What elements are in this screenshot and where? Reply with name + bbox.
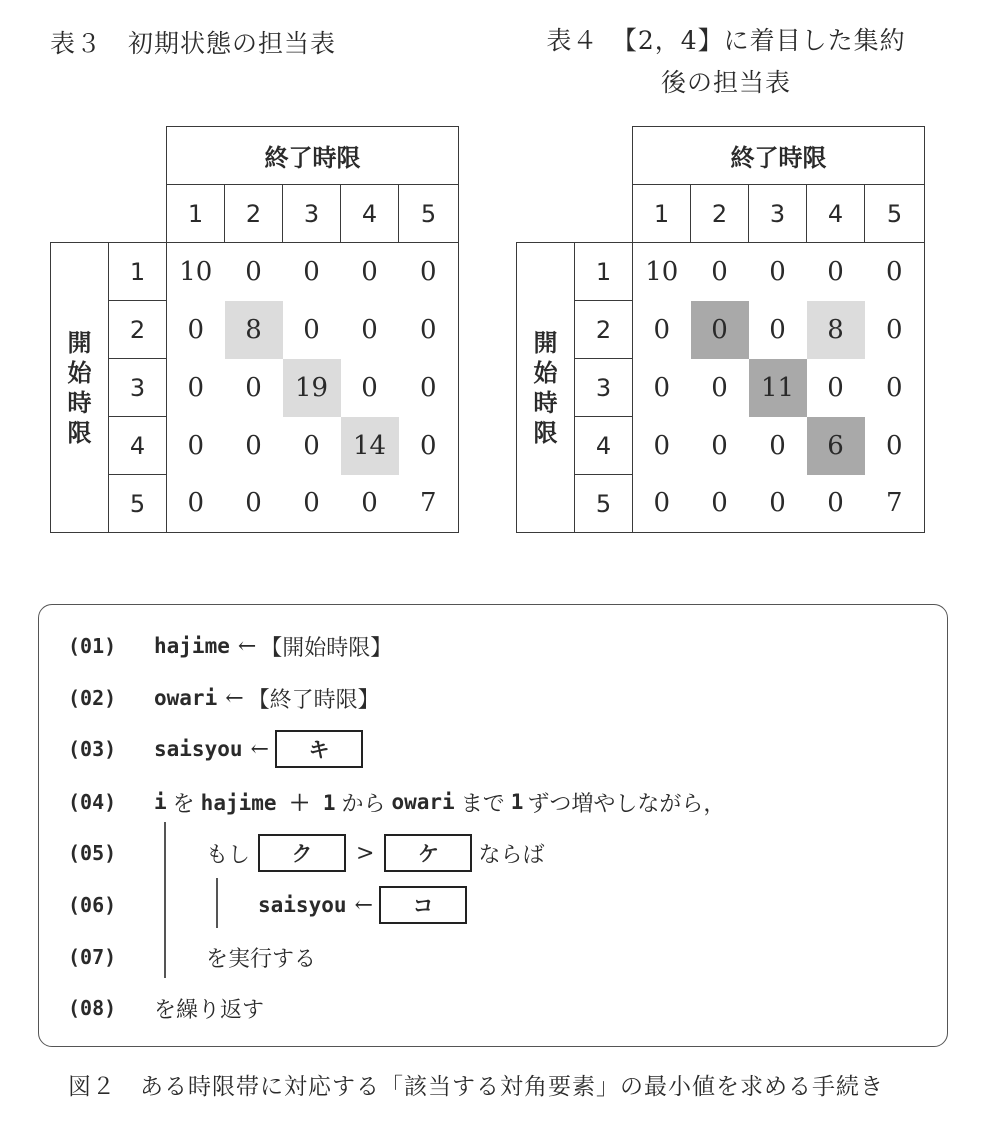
table4-cell-highlight-dark: 0 [691,301,749,359]
table4-row-num: 2 [575,301,633,359]
table3-cell: 0 [225,475,283,533]
blank-ki: キ [275,730,363,768]
table3-cell: 0 [167,475,225,533]
table4-col-num: 5 [865,185,925,243]
table4-col-num: 4 [807,185,865,243]
table3-col-num: 5 [399,185,459,243]
table4-cell: 0 [653,372,671,403]
table4-col-num: 3 [749,185,807,243]
table3-cell: 0 [399,243,459,301]
table3-cell: 0 [187,372,205,403]
table4-row-num: 4 [575,417,633,475]
table3-grid [50,126,459,533]
procedure-box [38,604,948,1047]
table3-cell: 0 [303,314,320,345]
table4-row-num: 5 [575,475,633,533]
table3-cell: 0 [187,314,205,345]
table3-cell: 0 [361,372,378,403]
var-owari: owari [154,686,218,710]
table3-cell: 0 [399,301,459,359]
line-number: (06) [68,893,117,917]
table3-cell: 0 [245,372,262,403]
expr-hajime-plus-1: hajime ＋ 1 [200,791,336,815]
table4-cell: 0 [769,314,786,345]
table4-cell: 0 [653,430,671,461]
end-period-label: 【終了時限】 [247,687,380,713]
table4-cell: 0 [865,301,925,359]
line-number: (08) [68,996,117,1020]
table3-cell: 0 [361,256,378,287]
table4-row-num: 1 [575,243,633,301]
blank-ko: コ [379,886,467,924]
table3-cell: 0 [399,359,459,417]
table3-row-num: 3 [109,359,167,417]
table3-row-num: 5 [109,475,167,533]
table4-cell: 0 [865,359,925,417]
var-saisyou: saisyou [258,893,347,917]
greater-than: > [356,840,375,866]
table4-cell: 0 [633,475,691,533]
table4-cell: 0 [711,372,728,403]
loop-bar [164,822,166,978]
table3-cell: 7 [399,475,459,533]
table3-row-header: 開 始 時 限 [51,243,109,533]
table3-cell: 0 [187,430,205,461]
assign-arrow: ← [237,633,257,659]
table4-row-num: 3 [575,359,633,417]
table3-cell-highlight: 14 [341,417,399,475]
table3-cell: 0 [341,475,399,533]
start-period-label: 【開始時限】 [260,635,393,661]
text-wo: を [172,791,195,817]
table3-row-num: 2 [109,301,167,359]
table4-cell: 0 [827,256,844,287]
table4-row-header: 開 始 時 限 [517,243,575,533]
assign-arrow: ← [354,892,373,918]
table3-cell: 0 [399,417,459,475]
blank-ku: ク [258,834,346,872]
table4-cell-highlight-dark: 6 [807,417,865,475]
line-number: (07) [68,945,117,969]
table4-col-num: 1 [633,185,691,243]
table3-col-num: 2 [225,185,283,243]
table3-cell-highlight: 19 [283,359,341,417]
assign-arrow: ← [250,736,269,762]
table3-col-num: 3 [283,185,341,243]
table4-cell: 7 [865,475,925,533]
assign-arrow: ← [225,685,244,711]
table4-cell-highlight: 8 [807,301,865,359]
table4-cell: 0 [711,256,728,287]
table3-cell: 0 [361,314,378,345]
table3-col-num: 4 [341,185,399,243]
var-hajime: hajime [154,634,230,658]
table3-col-num: 1 [167,185,225,243]
var-i: i [154,790,167,814]
table4-cell: 0 [807,475,865,533]
table4-cell: 0 [769,430,786,461]
if-bar [216,878,218,928]
table3-cell: 10 [179,256,213,287]
table3-cell-highlight: 8 [225,301,283,359]
table3-cell: 0 [245,256,262,287]
table4-cell: 0 [865,417,925,475]
text-moshi: もし [206,842,251,868]
table3-row-num: 4 [109,417,167,475]
table4-caption [516,20,936,104]
line-number: (03) [68,737,117,761]
blank-ke: ケ [384,834,472,872]
text-kara: から [341,791,386,817]
table4-cell: 0 [865,243,925,301]
text-made: まで [460,791,505,817]
text-repeat: を繰り返す [154,997,265,1023]
line-number: (01) [68,634,117,658]
table4-col-header: 終了時限 [633,127,925,185]
table4-cell: 0 [749,475,807,533]
table4-cell: 0 [653,314,671,345]
figure-caption: 図２ ある時限帯に対応する「該当する対角要素」の最小値を求める手続き [68,1074,884,1100]
text-naraba: ならば [478,842,545,868]
table4-col-num: 2 [691,185,749,243]
text-execute: を実行する [206,946,317,972]
line-number: (04) [68,790,117,814]
table4-cell: 10 [645,256,679,287]
table4-caption-line1: 表４ 【2，4】に着目した集約 [546,26,906,55]
text-increment: ずつ増やしながら， [527,791,726,817]
table3-caption: 表３ 初期状態の担当表 [50,29,337,58]
table4-cell-highlight-dark: 11 [749,359,807,417]
table4-cell: 0 [691,475,749,533]
line-number: (02) [68,686,117,710]
table3-cell: 0 [245,430,262,461]
table3-cell: 0 [303,430,320,461]
table4-cell: 0 [711,430,728,461]
table4-cell: 0 [827,372,844,403]
var-saisyou: saisyou [154,737,243,761]
table3-row-num: 1 [109,243,167,301]
table4-caption-line2: 後の担当表 [660,68,791,97]
line-number: (05) [68,841,117,865]
var-owari: owari [391,790,455,814]
step-one: 1 [510,790,524,814]
table4-grid [516,126,925,533]
table4-cell: 0 [769,256,786,287]
table3-cell: 0 [303,256,320,287]
table3-cell: 0 [283,475,341,533]
table3-col-header: 終了時限 [167,127,459,185]
